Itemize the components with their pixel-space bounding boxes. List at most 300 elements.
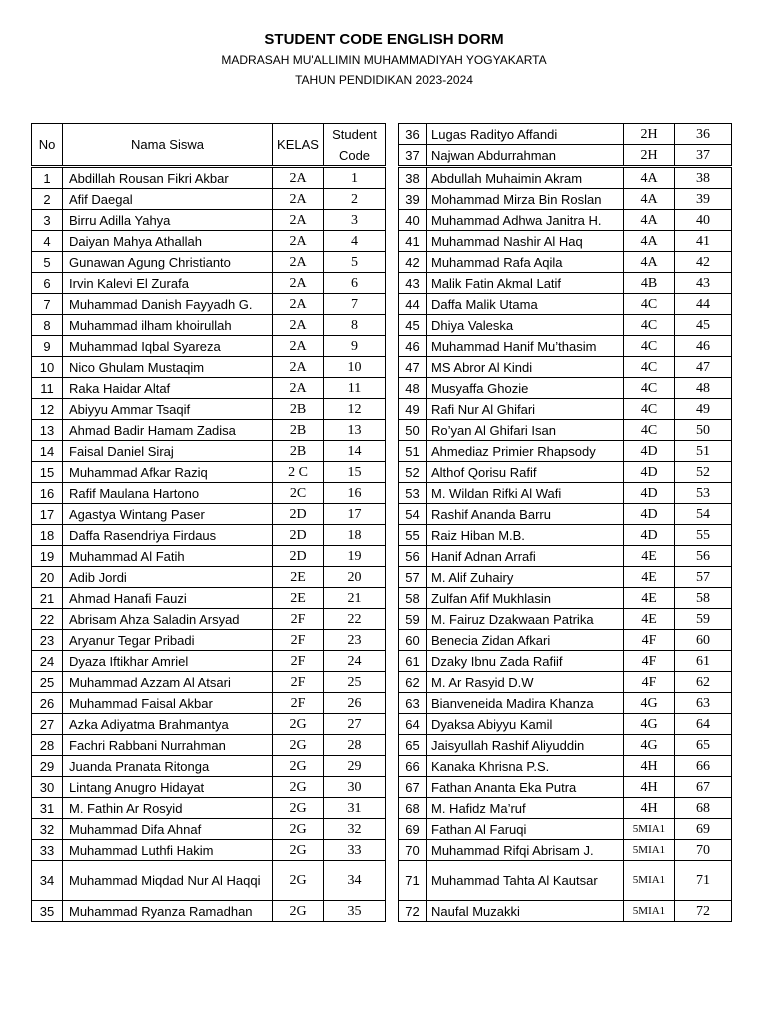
- table-row: [399, 840, 732, 861]
- row-number: 22: [32, 609, 63, 630]
- student-name: Dyaza Iftikhar Amriel: [63, 651, 273, 672]
- row-number: 41: [399, 231, 427, 252]
- table-row: [399, 672, 732, 693]
- row-number: 35: [32, 901, 63, 922]
- table-row: [32, 273, 386, 294]
- row-number: 38: [399, 167, 427, 189]
- row-number: 14: [32, 441, 63, 462]
- student-code: 68: [675, 798, 732, 819]
- row-number: 60: [399, 630, 427, 651]
- document-title: STUDENT CODE ENGLISH DORM: [264, 31, 504, 48]
- student-code: 30: [324, 777, 386, 798]
- student-name: Muhammad Ryanza Ramadhan: [63, 901, 273, 922]
- class-value: 4B: [624, 273, 675, 294]
- student-name: Ahmad Hanafi Fauzi: [63, 588, 273, 609]
- class-value: 5MIA1: [624, 901, 675, 922]
- student-code: 24: [324, 651, 386, 672]
- row-number: 65: [399, 735, 427, 756]
- student-name: Daffa Malik Utama: [427, 294, 624, 315]
- class-value: 2G: [273, 735, 324, 756]
- table-row: [32, 672, 386, 693]
- row-number: 36: [399, 124, 427, 145]
- student-rows-left: [32, 167, 386, 922]
- class-value: 2E: [273, 567, 324, 588]
- student-code: 72: [675, 901, 732, 922]
- class-value: 2A: [273, 273, 324, 294]
- table-row: [399, 167, 732, 189]
- student-name: Muhammad Iqbal Syareza: [63, 336, 273, 357]
- student-code: 63: [675, 693, 732, 714]
- student-code: 65: [675, 735, 732, 756]
- row-number: 17: [32, 504, 63, 525]
- student-name: Rafif Maulana Hartono: [63, 483, 273, 504]
- table-row: [399, 735, 732, 756]
- student-name: Fathan Ananta Eka Putra: [427, 777, 624, 798]
- student-code: 64: [675, 714, 732, 735]
- student-name: Muhammad Miqdad Nur Al Haqqi: [63, 861, 273, 901]
- table-row: [399, 609, 732, 630]
- student-code: 48: [675, 378, 732, 399]
- col-header-code-line2: Code: [338, 148, 371, 163]
- table-row: [399, 336, 732, 357]
- row-number: 37: [399, 145, 427, 167]
- student-code: 54: [675, 504, 732, 525]
- student-code: 55: [675, 525, 732, 546]
- row-number: 31: [32, 798, 63, 819]
- student-name: Rafi Nur Al Ghifari: [427, 399, 624, 420]
- class-value: 2A: [273, 357, 324, 378]
- student-name: Ahmad Badir Hamam Zadisa: [63, 420, 273, 441]
- class-value: 2 C: [273, 462, 324, 483]
- row-number: 15: [32, 462, 63, 483]
- class-value: 4H: [624, 777, 675, 798]
- table-row: [399, 145, 732, 167]
- student-code: 57: [675, 567, 732, 588]
- class-value: 4F: [624, 630, 675, 651]
- student-code: 42: [675, 252, 732, 273]
- table-row: [399, 901, 732, 922]
- table-row: [399, 819, 732, 840]
- student-name: M. Wildan Rifki Al Wafi: [427, 483, 624, 504]
- class-value: 4F: [624, 651, 675, 672]
- row-number: 13: [32, 420, 63, 441]
- student-code: 3: [324, 210, 386, 231]
- student-name: Birru Adilla Yahya: [63, 210, 273, 231]
- class-value: 2A: [273, 252, 324, 273]
- student-code: 28: [324, 735, 386, 756]
- table-row: [399, 567, 732, 588]
- student-code: 35: [324, 901, 386, 922]
- student-name: Dzaky Ibnu Zada Rafiif: [427, 651, 624, 672]
- student-code: 56: [675, 546, 732, 567]
- student-name: Lugas Radityo Affandi: [427, 124, 624, 145]
- student-code: 47: [675, 357, 732, 378]
- student-name: Muhammad Adhwa Janitra H.: [427, 210, 624, 231]
- student-name: MS Abror Al Kindi: [427, 357, 624, 378]
- student-code: 45: [675, 315, 732, 336]
- row-number: 49: [399, 399, 427, 420]
- class-value: 2E: [273, 588, 324, 609]
- student-code: 50: [675, 420, 732, 441]
- class-value: 2A: [273, 189, 324, 210]
- class-value: 4G: [624, 735, 675, 756]
- table-row: [399, 546, 732, 567]
- table-row: [32, 462, 386, 483]
- class-value: 4A: [624, 210, 675, 231]
- row-number: 39: [399, 189, 427, 210]
- student-name: Hanif Adnan Arrafi: [427, 546, 624, 567]
- student-table-right: [398, 123, 732, 922]
- student-name: Muhammad Nashir Al Haq: [427, 231, 624, 252]
- col-header-student-code: [324, 124, 386, 167]
- row-number: 10: [32, 357, 63, 378]
- row-number: 61: [399, 651, 427, 672]
- table-row: [32, 294, 386, 315]
- row-number: 67: [399, 777, 427, 798]
- student-name: Irvin Kalevi El Zurafa: [63, 273, 273, 294]
- row-number: 25: [32, 672, 63, 693]
- student-code: 18: [324, 525, 386, 546]
- student-name: Fathan Al Faruqi: [427, 819, 624, 840]
- class-value: 2G: [273, 840, 324, 861]
- row-number: 72: [399, 901, 427, 922]
- row-number: 54: [399, 504, 427, 525]
- class-value: 4G: [624, 693, 675, 714]
- row-number: 55: [399, 525, 427, 546]
- table-row: [32, 609, 386, 630]
- table-row: [32, 210, 386, 231]
- class-value: 2G: [273, 819, 324, 840]
- student-name: Juanda Pranata Ritonga: [63, 756, 273, 777]
- row-number: 28: [32, 735, 63, 756]
- table-row: [32, 357, 386, 378]
- student-code: 29: [324, 756, 386, 777]
- student-code: 70: [675, 840, 732, 861]
- student-name: Muhammad Al Fatih: [63, 546, 273, 567]
- row-number: 4: [32, 231, 63, 252]
- student-name: Nico Ghulam Mustaqim: [63, 357, 273, 378]
- row-number: 71: [399, 861, 427, 901]
- student-code: 19: [324, 546, 386, 567]
- table-row: [399, 441, 732, 462]
- table-row: [399, 693, 732, 714]
- table-row: [32, 189, 386, 210]
- table-row: [32, 651, 386, 672]
- row-number: 43: [399, 273, 427, 294]
- student-code: 46: [675, 336, 732, 357]
- student-name: Rashif Ananda Barru: [427, 504, 624, 525]
- row-number: 16: [32, 483, 63, 504]
- class-value: 2F: [273, 609, 324, 630]
- student-name: Abdullah Muhaimin Akram: [427, 167, 624, 189]
- class-value: 2G: [273, 861, 324, 901]
- table-row: [399, 124, 732, 145]
- student-code: 21: [324, 588, 386, 609]
- student-code: 61: [675, 651, 732, 672]
- class-value: 4H: [624, 798, 675, 819]
- student-code: 34: [324, 861, 386, 901]
- row-number: 8: [32, 315, 63, 336]
- student-code: 1: [324, 167, 386, 189]
- table-row: [32, 756, 386, 777]
- table-row: [399, 378, 732, 399]
- class-value: 2G: [273, 714, 324, 735]
- table-row: [399, 357, 732, 378]
- row-number: 56: [399, 546, 427, 567]
- class-value: 4H: [624, 756, 675, 777]
- class-value: 4E: [624, 567, 675, 588]
- class-value: 4G: [624, 714, 675, 735]
- row-number: 40: [399, 210, 427, 231]
- table-row: [399, 399, 732, 420]
- class-value: 2A: [273, 336, 324, 357]
- student-name: Abrisam Ahza Saladin Arsyad: [63, 609, 273, 630]
- table-row: [32, 483, 386, 504]
- student-code: 15: [324, 462, 386, 483]
- row-number: 33: [32, 840, 63, 861]
- table-row: [32, 378, 386, 399]
- row-number: 69: [399, 819, 427, 840]
- student-name: Fachri Rabbani Nurrahman: [63, 735, 273, 756]
- student-name: M. Fairuz Dzakwaan Patrika: [427, 609, 624, 630]
- row-number: 6: [32, 273, 63, 294]
- col-header-no: No: [32, 124, 63, 167]
- class-value: 4D: [624, 441, 675, 462]
- table-row: [32, 252, 386, 273]
- table-row: [399, 651, 732, 672]
- table-row: [399, 483, 732, 504]
- row-number: 63: [399, 693, 427, 714]
- student-code: 69: [675, 819, 732, 840]
- row-number: 26: [32, 693, 63, 714]
- class-value: 4C: [624, 399, 675, 420]
- student-name: Muhammad Azzam Al Atsari: [63, 672, 273, 693]
- student-code: 27: [324, 714, 386, 735]
- student-name: Althof Qorisu Rafif: [427, 462, 624, 483]
- table-row: [399, 189, 732, 210]
- class-value: 4E: [624, 588, 675, 609]
- student-code: 66: [675, 756, 732, 777]
- table-row: [399, 462, 732, 483]
- student-name: Lintang Anugro Hidayat: [63, 777, 273, 798]
- class-value: 2D: [273, 504, 324, 525]
- class-value: 2B: [273, 420, 324, 441]
- class-value: 4D: [624, 462, 675, 483]
- student-name: Agastya Wintang Paser: [63, 504, 273, 525]
- class-value: 4C: [624, 294, 675, 315]
- student-code: 38: [675, 167, 732, 189]
- student-code: 32: [324, 819, 386, 840]
- table-row: [399, 273, 732, 294]
- row-number: 9: [32, 336, 63, 357]
- class-value: 2A: [273, 294, 324, 315]
- student-name: Muhammad Afkar Raziq: [63, 462, 273, 483]
- student-code: 59: [675, 609, 732, 630]
- student-name: Faisal Daniel Siraj: [63, 441, 273, 462]
- table-row: [32, 315, 386, 336]
- student-name: Muhammad Danish Fayyadh G.: [63, 294, 273, 315]
- table-row: [399, 777, 732, 798]
- student-code: 14: [324, 441, 386, 462]
- student-code: 2: [324, 189, 386, 210]
- student-code: 6: [324, 273, 386, 294]
- class-value: 4A: [624, 252, 675, 273]
- row-number: 27: [32, 714, 63, 735]
- row-number: 51: [399, 441, 427, 462]
- student-rows-right: [399, 124, 732, 922]
- row-number: 3: [32, 210, 63, 231]
- student-name: Zulfan Afif Mukhlasin: [427, 588, 624, 609]
- class-value: 2F: [273, 672, 324, 693]
- student-code: 39: [675, 189, 732, 210]
- table-row: [399, 798, 732, 819]
- student-name: Jaisyullah Rashif Aliyuddin: [427, 735, 624, 756]
- student-code: 37: [675, 145, 732, 167]
- table-row: [399, 420, 732, 441]
- student-name: M. Alif Zuhairy: [427, 567, 624, 588]
- student-code: 16: [324, 483, 386, 504]
- student-name: Muhammad Faisal Akbar: [63, 693, 273, 714]
- student-name: Mohammad Mirza Bin Roslan: [427, 189, 624, 210]
- student-code: 7: [324, 294, 386, 315]
- class-value: 4C: [624, 378, 675, 399]
- table-row: [32, 735, 386, 756]
- student-name: Afif Daegal: [63, 189, 273, 210]
- student-name: Benecia Zidan Afkari: [427, 630, 624, 651]
- student-code: 71: [675, 861, 732, 901]
- class-value: 4A: [624, 231, 675, 252]
- student-code: 4: [324, 231, 386, 252]
- class-value: 2G: [273, 756, 324, 777]
- row-number: 58: [399, 588, 427, 609]
- student-name: Abiyyu Ammar Tsaqif: [63, 399, 273, 420]
- class-value: 4E: [624, 609, 675, 630]
- academic-year: TAHUN PENDIDIKAN 2023-2024: [295, 73, 473, 87]
- class-value: 2A: [273, 315, 324, 336]
- row-number: 21: [32, 588, 63, 609]
- student-code: 51: [675, 441, 732, 462]
- student-code: 41: [675, 231, 732, 252]
- student-name: Muhammad Tahta Al Kautsar: [427, 861, 624, 901]
- student-table-left: [31, 123, 386, 922]
- row-number: 12: [32, 399, 63, 420]
- class-value: 2B: [273, 441, 324, 462]
- row-number: 44: [399, 294, 427, 315]
- table-row: [399, 588, 732, 609]
- student-code: 11: [324, 378, 386, 399]
- student-name: Kanaka Khrisna P.S.: [427, 756, 624, 777]
- student-name: Raiz Hiban M.B.: [427, 525, 624, 546]
- table-row: [32, 693, 386, 714]
- row-number: 52: [399, 462, 427, 483]
- col-header-name: Nama Siswa: [63, 124, 273, 167]
- col-header-code-line1: Student: [332, 127, 377, 142]
- row-number: 2: [32, 189, 63, 210]
- class-value: 4D: [624, 525, 675, 546]
- table-row: [32, 546, 386, 567]
- table-row: [32, 167, 386, 189]
- class-value: 4D: [624, 483, 675, 504]
- class-value: 2G: [273, 777, 324, 798]
- row-number: 20: [32, 567, 63, 588]
- table-row: [32, 901, 386, 922]
- class-value: 4F: [624, 672, 675, 693]
- row-number: 18: [32, 525, 63, 546]
- row-number: 50: [399, 420, 427, 441]
- class-value: 2D: [273, 525, 324, 546]
- student-code: 36: [675, 124, 732, 145]
- student-code: 60: [675, 630, 732, 651]
- table-row: [399, 504, 732, 525]
- class-value: 5MIA1: [624, 840, 675, 861]
- table-row: [32, 819, 386, 840]
- class-value: 4C: [624, 357, 675, 378]
- student-code: 25: [324, 672, 386, 693]
- table-row: [32, 441, 386, 462]
- student-name: M. Hafidz Ma’ruf: [427, 798, 624, 819]
- table-row: [32, 420, 386, 441]
- table-row: [32, 504, 386, 525]
- student-code: 12: [324, 399, 386, 420]
- class-value: 2F: [273, 651, 324, 672]
- table-row: [32, 399, 386, 420]
- student-name: Ahmediaz Primier Rhapsody: [427, 441, 624, 462]
- student-name: M. Ar Rasyid D.W: [427, 672, 624, 693]
- table-row: [32, 231, 386, 252]
- table-row: [399, 315, 732, 336]
- row-number: 42: [399, 252, 427, 273]
- student-code: 13: [324, 420, 386, 441]
- student-name: Dhiya Valeska: [427, 315, 624, 336]
- student-name: M. Fathin Ar Rosyid: [63, 798, 273, 819]
- table-row: [32, 630, 386, 651]
- table-row: [399, 630, 732, 651]
- student-code: 40: [675, 210, 732, 231]
- row-number: 47: [399, 357, 427, 378]
- row-number: 1: [32, 167, 63, 189]
- class-value: 2A: [273, 378, 324, 399]
- student-name: Musyaffa Ghozie: [427, 378, 624, 399]
- table-row: [399, 252, 732, 273]
- table-row: [399, 525, 732, 546]
- class-value: 2A: [273, 167, 324, 189]
- student-name: Muhammad ilham khoirullah: [63, 315, 273, 336]
- table-row: [32, 861, 386, 901]
- student-name: Ro’yan Al Ghifari Isan: [427, 420, 624, 441]
- student-name: Adib Jordi: [63, 567, 273, 588]
- class-value: 4D: [624, 504, 675, 525]
- student-code: 53: [675, 483, 732, 504]
- student-code: 8: [324, 315, 386, 336]
- row-number: 48: [399, 378, 427, 399]
- row-number: 19: [32, 546, 63, 567]
- student-name: Aryanur Tegar Pribadi: [63, 630, 273, 651]
- table-row: [32, 336, 386, 357]
- student-name: Bianveneida Madira Khanza: [427, 693, 624, 714]
- row-number: 5: [32, 252, 63, 273]
- student-code: 49: [675, 399, 732, 420]
- student-name: Gunawan Agung Christianto: [63, 252, 273, 273]
- class-value: 2H: [624, 145, 675, 167]
- student-name: Daffa Rasendriya Firdaus: [63, 525, 273, 546]
- student-code: 62: [675, 672, 732, 693]
- class-value: 2F: [273, 630, 324, 651]
- class-value: 4C: [624, 336, 675, 357]
- student-name: Muhammad Rifqi Abrisam J.: [427, 840, 624, 861]
- table-row: [32, 714, 386, 735]
- student-code: 5: [324, 252, 386, 273]
- row-number: 34: [32, 861, 63, 901]
